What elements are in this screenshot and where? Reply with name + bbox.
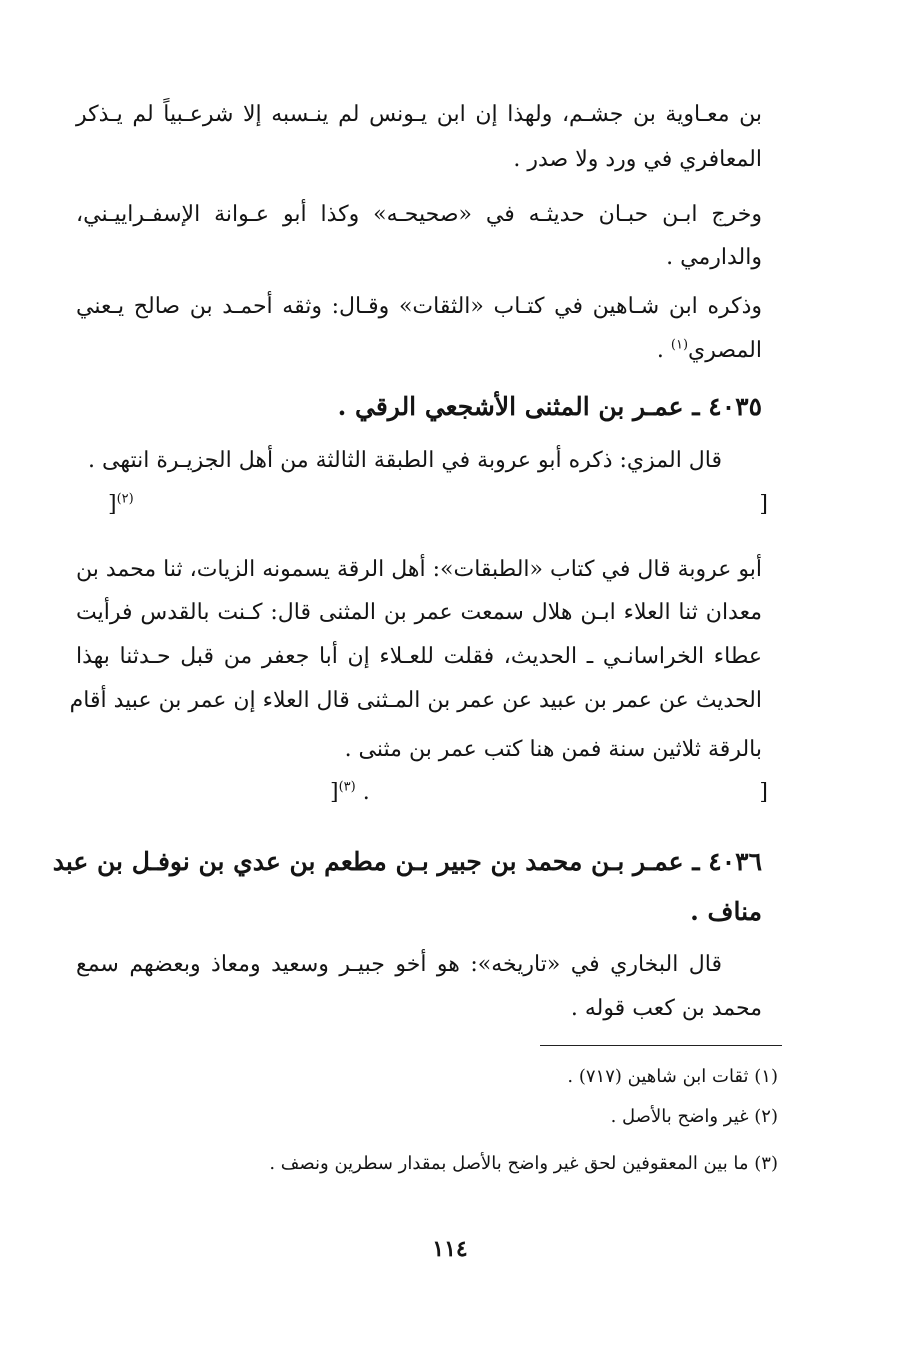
body-line-8: معدان ثنا العلاء ابـن هلال سمعت عمر بن المثنى قال: كـنت بالقدس فرأيت bbox=[76, 600, 762, 625]
body-line-5: وذكره ابن شـاهين في كتـاب «الثقات» وقـال: وثقه أحمـد بن صالح يـعني bbox=[76, 294, 762, 319]
body-line-2: المعافري في ورد ولا صدر . bbox=[513, 147, 762, 172]
footnote-2: (٢) غير واضح بالأصل . bbox=[610, 1106, 778, 1127]
body-line-6-end: . bbox=[656, 338, 671, 363]
lacuna2-close-bracket: . $^{(٣)}$[ bbox=[330, 779, 370, 805]
footnote-1: (١) ثقات ابن شاهين (٧١٧) . bbox=[567, 1066, 778, 1087]
body-line-4: والدارمي . bbox=[666, 245, 762, 270]
body-line-10: الحديث عن عمر بن عبيد عن عمر بن المـثنى قال العلاء إن عمر بن عبيد أقام bbox=[69, 688, 762, 713]
body-line-6-text: المصري bbox=[688, 338, 762, 363]
footnote-ref-3: (٣) bbox=[338, 779, 356, 795]
footnote-divider bbox=[540, 1045, 782, 1046]
page-number: ١١٤ bbox=[432, 1236, 468, 1262]
lacuna-open-bracket: ] bbox=[759, 492, 768, 517]
bukhari-quote: قال البخاري في «تاريخه»: هو أخو جبيـر وسعيد ومعاذ وبعضهم سمع bbox=[76, 952, 722, 977]
lacuna2-open-bracket: ] bbox=[759, 780, 768, 805]
body-line-7: أبو عروبة قال في كتاب «الطبقات»: أهل الرقة يسمونه الزيات، ثنا محمد بن bbox=[76, 557, 762, 582]
footnote-3: (٣) ما بين المعقوفين لحق غير واضح بالأصل بمقدار سطرين ونصف . bbox=[269, 1153, 778, 1174]
mizzi-quote: قال المزي: ذكره أبو عروبة في الطبقة الثالثة من أهل الجزيـرة انتهى . bbox=[88, 448, 722, 473]
entry-heading-4035: ٤٠٣٥ ـ عمـر بن المثنى الأشجعي الرقي . bbox=[337, 392, 762, 421]
body-line-6 bbox=[76, 336, 762, 366]
footnote-ref-2: (٢) bbox=[116, 491, 134, 507]
body-line-9: عطاء الخراسانـي ـ الحديث، فقلت للعـلاء إن أبا جعفر من قبل حـدثنا بهذا bbox=[76, 644, 762, 669]
body-line-1: بن معـاوية بن جشـم، ولهذا إن ابن يـونس لم ينـسبه إلا شرعـبياً لم يـذكر bbox=[76, 102, 762, 127]
footnote-ref-1: (١) bbox=[670, 337, 689, 353]
body-line-11: بالرقة ثلاثين سنة فمن هنا كتب عمر بن مثنى . bbox=[344, 737, 762, 762]
lacuna-row-1 bbox=[0, 492, 900, 522]
bukhari-quote-cont: محمد بن كعب قوله . bbox=[570, 996, 762, 1021]
lacuna-row-2 bbox=[0, 780, 900, 810]
entry-heading-4036: ٤٠٣٦ ـ عمـر بـن محمد بن جبير بـن مطعم بن عدي بن نوفـل بن عبد bbox=[52, 847, 762, 876]
lacuna-close-bracket: $^{(٢)}$[ bbox=[108, 491, 134, 517]
body-line-3: وخرج ابـن حبـان حديثـه في «صحيحـه» وكذا أبو عـوانة الإسفـراييـني، bbox=[76, 202, 762, 227]
entry-heading-4036-cont: مناف . bbox=[690, 897, 762, 926]
